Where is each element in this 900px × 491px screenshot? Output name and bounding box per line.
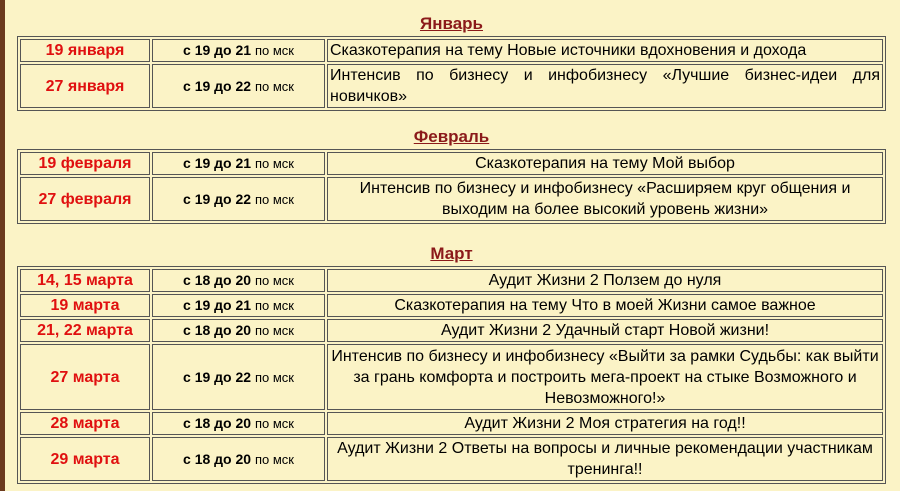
event-description: Интенсив по бизнесу и инфобизнесу «Выйти за рамки Судьбы: как выйти за грань комфорта и построить мега-проект на стыке Возможного и Невозможного!» [327,344,883,410]
event-time-range: с 19 до 21 [183,155,252,171]
event-timezone: по мск [254,273,294,288]
event-time [152,152,325,175]
event-description: Сказкотерапия на тему Новые источники вдохновения и дохода [327,39,883,62]
event-time [152,269,325,292]
schedule-table-february [17,149,886,224]
event-timezone: по мск [254,451,294,467]
table-row [20,412,883,435]
event-date: 19 января [20,39,150,62]
event-timezone: по мск [254,323,294,338]
event-description: Интенсив по бизнесу и инфобизнесу «Лучшие бизнес-идеи для новичков» [327,64,883,108]
event-time-range: с 19 до 22 [183,77,252,94]
event-time-range: с 18 до 20 [183,322,252,338]
event-timezone: по мск [254,369,294,385]
table-row [20,319,883,342]
event-time-range: с 18 до 20 [183,272,252,288]
event-time-range: с 19 до 22 [183,368,252,385]
event-time [152,344,325,410]
event-date: 14, 15 марта [20,269,150,292]
event-time-range: с 19 до 21 [183,42,252,58]
schedule-table-march [17,266,886,484]
table-row [20,39,883,62]
event-timezone: по мск [254,43,294,58]
schedule [17,14,886,484]
event-time [152,437,325,481]
event-timezone: по мск [254,78,294,94]
event-date: 29 марта [20,437,150,481]
month-heading-january: Январь [419,14,483,33]
schedule-table-january [17,36,886,111]
event-time [152,177,325,221]
event-date: 27 января [20,64,150,108]
event-description: Сказкотерапия на тему Мой выбор [327,152,883,175]
table-row [20,294,883,317]
event-timezone: по мск [254,156,294,171]
event-description: Аудит Жизни 2 Ответы на вопросы и личные рекомендации участникам тренинга!! [327,437,883,481]
event-time-range: с 19 до 22 [183,190,252,207]
event-timezone: по мск [254,416,294,431]
month-heading-february: Февраль [413,127,490,146]
event-time [152,39,325,62]
event-time-range: с 18 до 20 [183,450,252,467]
table-row [20,64,883,108]
event-date: 27 марта [20,344,150,410]
event-date: 28 марта [20,412,150,435]
event-date: 27 февраля [20,177,150,221]
event-description: Аудит Жизни 2 Удачный старт Новой жизни! [327,319,883,342]
table-row [20,344,883,410]
event-description: Сказкотерапия на тему Что в моей Жизни самое важное [327,294,883,317]
event-date: 19 марта [20,294,150,317]
page-frame-border [0,0,5,491]
event-description: Аудит Жизни 2 Моя стратегия на год!! [327,412,883,435]
event-time [152,412,325,435]
table-row [20,437,883,481]
event-date: 19 февраля [20,152,150,175]
event-timezone: по мск [254,298,294,313]
event-time [152,319,325,342]
table-row [20,177,883,221]
event-time [152,64,325,108]
table-row [20,269,883,292]
month-heading-march: Март [430,244,473,263]
event-time-range: с 19 до 21 [183,297,252,313]
event-time-range: с 18 до 20 [183,415,252,431]
table-row [20,152,883,175]
event-timezone: по мск [254,191,294,207]
event-description: Интенсив по бизнесу и инфобизнесу «Расширяем круг общения и выходим на более высокий уровень жизни» [327,177,883,221]
event-time [152,294,325,317]
event-date: 21, 22 марта [20,319,150,342]
event-description: Аудит Жизни 2 Ползем до нуля [327,269,883,292]
